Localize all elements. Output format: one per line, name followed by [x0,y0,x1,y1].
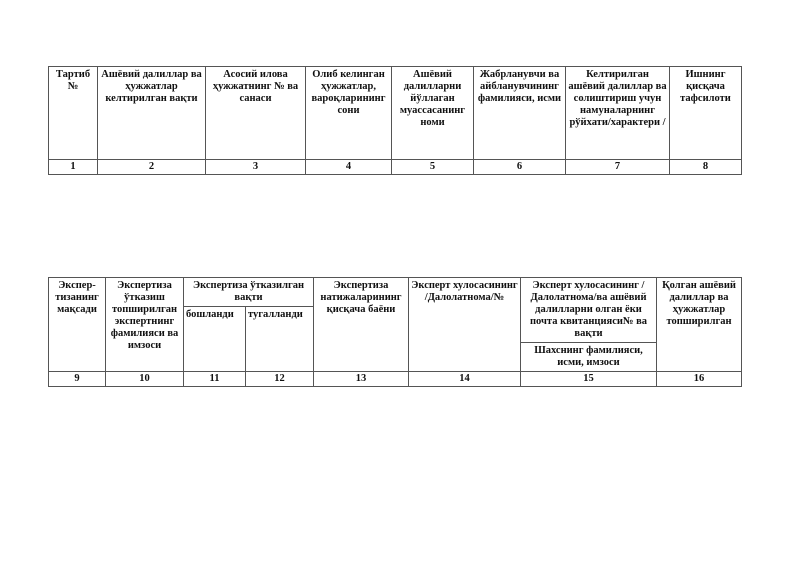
column-number: 2 [98,160,206,175]
column-number: 8 [670,160,742,175]
header-conclusion-number: Эксперт хулосасининг /Далолатнома/№ [409,278,521,372]
column-number: 13 [314,372,409,387]
column-number: 11 [184,372,246,387]
column-number: 12 [246,372,314,387]
register-table-part-1 [48,66,742,175]
header-receipt-info: Эксперт хулосасининг /Далолатнома/ва ашёвий далилларни олган ёки почта квитанцияси№ ва вақти [521,278,657,343]
header-sending-institution: Ашёвий далилларни йўллаган муассасанинг номи [392,67,474,160]
column-number: 7 [566,160,670,175]
register-table-part-2 [48,277,742,387]
column-number: 6 [474,160,566,175]
column-number: 4 [306,160,392,175]
header-started: бошланди [184,307,246,372]
header-order-number: Тартиб № [49,67,98,160]
column-number: 14 [409,372,521,387]
header-main-document: Асосий илова ҳужжатнинг № ва санаси [206,67,306,160]
header-delivery-time: Ашёвий далиллар ва ҳужжатлар келтирилган вақти [98,67,206,160]
header-expertise-time: Экспертиза ўтказилган вақти [184,278,314,307]
header-expertise-purpose: Экспер-тизанинг мақсади [49,278,106,372]
header-victim-accused-name: Жабрланувчи ва айбланувчининг фамилияси, исми [474,67,566,160]
column-number: 15 [521,372,657,387]
header-person-name-signature: Шахснинг фамилияси, исми, имзоси [521,343,657,372]
header-evidence-list: Келтирилган ашёвий далиллар ва солиштириш учун намуналарнинг рўйхати/характери / [566,67,670,160]
header-results-summary: Экспертиза натижаларининг қисқача баёни [314,278,409,372]
header-finished: тугалланди [246,307,314,372]
column-number: 10 [106,372,184,387]
header-expert-name-signature: Экспертиза ўтказиш топширилган экспертнинг фамилияси ва имзоси [106,278,184,372]
column-number: 9 [49,372,106,387]
column-number: 3 [206,160,306,175]
column-number: 1 [49,160,98,175]
header-case-summary: Ишнинг қисқача тафсилоти [670,67,742,160]
header-pages-count: Олиб келинган ҳужжатлар, вароқларининг сони [306,67,392,160]
header-remaining-evidence: Қолган ашёвий далиллар ва ҳужжатлар топширилган [657,278,742,372]
column-number: 16 [657,372,742,387]
column-number: 5 [392,160,474,175]
